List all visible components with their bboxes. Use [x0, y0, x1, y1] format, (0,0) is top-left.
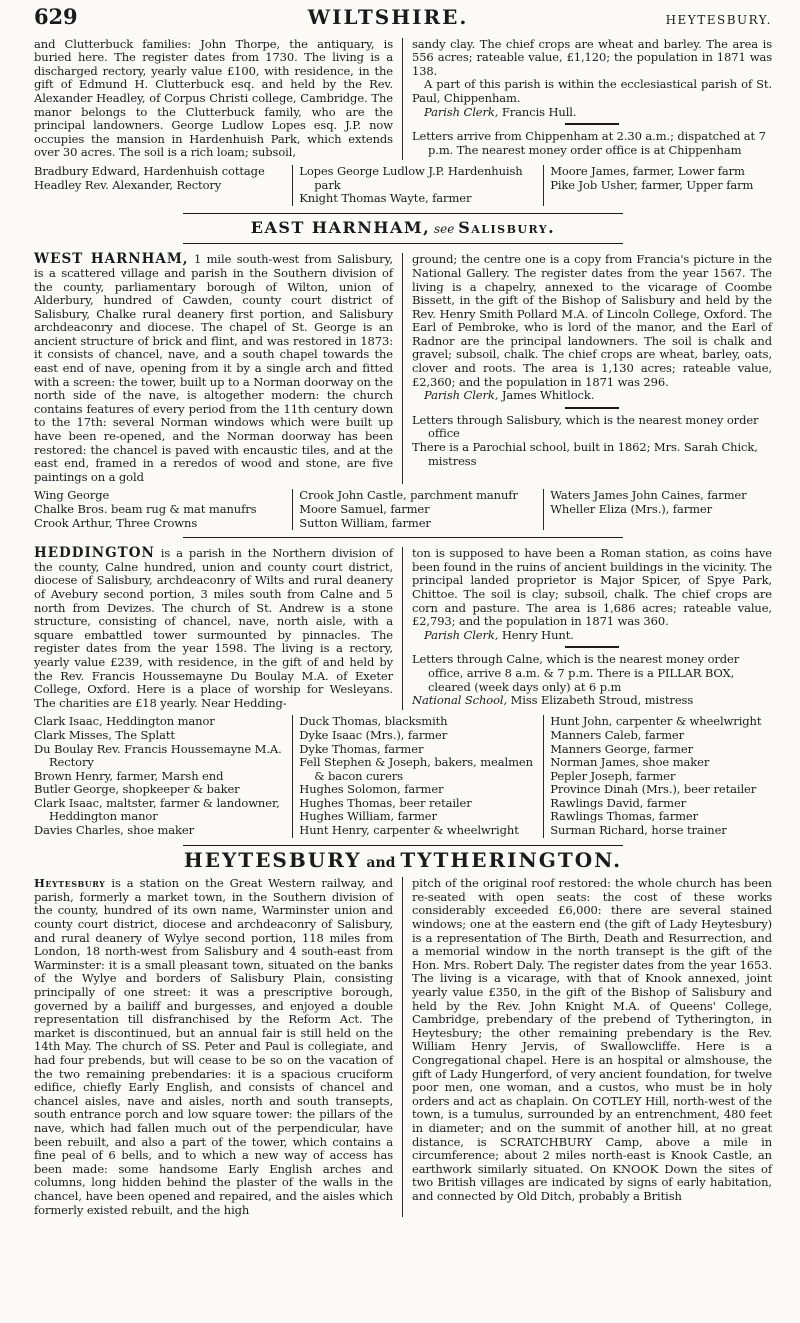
directory-entry: Province Dinah (Mrs.), beer retailer	[550, 782, 757, 797]
letters-note: Letters arrive from Chippenham at 2.30 a.m.; dispatched at 7 p.m. The nearest money order office is at Chippenham	[412, 129, 766, 157]
directory-entry: Du Boulay Rev. Francis Houssemayne M.A. Rectory	[34, 741, 282, 770]
school-label: National School,	[412, 693, 508, 708]
directory-entry: Pike Job Usher, farmer, Upper farm	[550, 177, 754, 192]
heytesbury-heading	[34, 847, 772, 872]
paragraph-text: is a parish in the Northern division of the county, Calne hundred, union and county court district, diocese of Salisbury, archdeaconry of Wilts and rural deanery of Avebury second portion, 3 miles south from Calne and 5 north from Devizes. The church of St. Andrew is a stone structure, consisting of chancel, nave, north aisle, with a square embattled tower surmounted by pinnacles. The register dates from the year 1598. The living is a rectory, yearly value £239, with residence, in the gift of and held by the Rev. Francis Houssemayne Du Boulay M.A. of Exeter College, Oxford. Here is a place of worship for Wesleyans. The charities are £18 yearly. Near Hedding-	[34, 546, 393, 710]
parish-name-lead: Heytesbury	[34, 876, 106, 891]
directory-entry: Brown Henry, farmer, Marsh end	[34, 768, 224, 783]
directory-entry: Rawlings David, farmer	[550, 795, 687, 810]
article-heytesbury-left-column	[34, 877, 403, 1217]
directory-entry: Dyke Thomas, farmer	[299, 741, 424, 756]
article-west-harnham	[34, 253, 772, 484]
divider-rule	[183, 213, 623, 214]
directory-entry: Pepler Joseph, farmer	[550, 768, 676, 783]
east-harnham-heading	[34, 217, 772, 237]
running-head: HEYTESBURY.	[665, 13, 772, 27]
directory-list-west-harnham	[34, 489, 772, 530]
article-west-harnham-left-column	[34, 253, 403, 484]
article-heytesbury-right-column	[403, 877, 772, 1217]
paragraph: ton is supposed to have been a Roman station, as coins have been found in the ruins of ancient buildings in the vicinity. The principal landed proprietor is Major Spicer, of Spye Park, Chittoe. The soil is clay; subsoil, chalk. The chief crops are corn and pasture. The area is 1,686 acres; rateable value, £2,793; and the population in 1871 was 360.	[412, 546, 772, 629]
directory-entry: Crook Arthur, Three Crowns	[34, 515, 198, 530]
directory-entry: Duck Thomas, blacksmith	[299, 714, 448, 729]
directory-entry: Knight Thomas Wayte, farmer	[299, 191, 472, 206]
directory-entry: Crook John Castle, parchment manufr	[299, 488, 518, 503]
letters-note: Letters through Salisbury, which is the nearest money order office	[412, 412, 759, 441]
article-chippenham	[34, 38, 772, 160]
directory-entry: Headley Rev. Alexander, Rectory	[34, 177, 222, 192]
parish-name-lead: WEST HARNHAM,	[34, 251, 189, 268]
directory-entry: Lopes George Ludlow J.P. Hardenhuish park	[299, 163, 523, 192]
directory-column	[292, 715, 543, 837]
directory-entry: Moore James, farmer, Lower farm	[550, 163, 745, 178]
directory-entry: Hunt Henry, carpenter & wheelwright	[299, 823, 519, 838]
directory-entry: Norman James, shoe maker	[550, 755, 710, 770]
directory-entry: Waters James John Caines, farmer	[550, 488, 747, 503]
paragraph	[34, 877, 393, 1217]
article-chippenham-right-column	[403, 38, 772, 160]
east-harnham-ref: Salisbury.	[458, 217, 556, 237]
directory-entry: Davies Charles, shoe maker	[34, 823, 194, 838]
see-reference: see	[430, 221, 459, 236]
article-heddington-left-column	[34, 547, 403, 710]
article-chippenham-left-column	[34, 38, 403, 160]
parish-clerk-name: Francis Hull.	[498, 104, 577, 119]
parish-clerk-name: James Whitlock.	[498, 388, 595, 403]
school-note	[412, 694, 772, 708]
parish-clerk-label: Parish Clerk,	[424, 104, 499, 119]
directory-list-chippenham	[34, 165, 772, 206]
directory-entry: Wheller Eliza (Mrs.), farmer	[550, 502, 713, 516]
directory-entry: Dyke Isaac (Mrs.), farmer	[299, 727, 448, 742]
directory-entry: Bradbury Edward, Hardenhuish cottage	[34, 163, 265, 178]
directory-entry: Wing George	[34, 488, 110, 503]
paragraph	[34, 253, 393, 484]
county-title: WILTSHIRE.	[307, 5, 469, 29]
directory-entry: Butler George, shopkeeper & baker	[34, 782, 240, 797]
directory-column	[34, 165, 292, 206]
directory-entry: Clark Misses, The Splatt	[34, 727, 175, 742]
heytesbury-heading-part1: HEYTESBURY	[183, 847, 362, 872]
paragraph: ground; the centre one is a copy from Francia's picture in the National Gallery. The register dates from the year 1567. The living is a chapelry, annexed to the vicarage of Coombe Bissett, in the gift of the Bishop of Salisbury and held by the Rev. Henry Smith Pollard M.A. of Lincoln College, Oxford. The Earl of Pembroke, who is lord of the manor, and the Earl of Radnor are the principal landowners. The soil is chalk and gravel; subsoil, chalk. The chief crops are wheat, barley, oats, clover and roots. The area is 1,130 acres; rateable value, £2,360; and the population in 1871 was 296.	[412, 252, 772, 389]
section-dash	[565, 646, 619, 648]
paragraph	[34, 547, 393, 710]
directory-entry: Hughes Solomon, farmer	[299, 782, 444, 797]
divider-rule	[183, 243, 623, 244]
school-text: Miss Elizabeth Stroud, mistress	[507, 693, 694, 708]
directory-column	[34, 489, 292, 530]
directory-entry: Surman Richard, horse trainer	[550, 823, 727, 838]
parish-clerk-line	[412, 389, 772, 403]
directory-entry: Clark Isaac, Heddington manor	[34, 714, 215, 729]
directory-entry: Manners Caleb, farmer	[550, 727, 685, 742]
article-heytesbury	[34, 877, 772, 1217]
directory-entry: Chalke Bros. beam rug & mat manufrs	[34, 502, 257, 516]
directory-column	[543, 489, 772, 530]
directory-entry: Fell Stephen & Joseph, bakers, mealmen & bacon curers	[299, 755, 533, 783]
parish-clerk-label: Parish Clerk,	[424, 388, 499, 403]
parish-clerk-line	[412, 106, 772, 120]
page-number: 629	[34, 4, 78, 29]
directory-entry: Hunt John, carpenter & wheelwright	[550, 714, 762, 729]
page-header	[34, 4, 772, 29]
directory-entry: Sutton William, farmer	[299, 515, 431, 530]
directory-column	[292, 489, 543, 530]
directory-entry: Clark Isaac, maltster, farmer & landowner, Heddington manor	[34, 795, 280, 824]
paragraph-text: 1 mile south-west from Salisbury, is a scattered village and parish in the Southern division of the county, parliamentary borough of Wilton, union of Alderbury, hundred of Cawden, county court district of Salisbury, Chalke rural deanery first portion, and Salisbury archdeaconry and diocese. The chapel of St. George is an ancient structure of brick and flint, and was restored in 1873: it consists of chancel, nave, and a south chapel towards the east end of nave, opening from it by a single arch and fitted with a screen: the tower, built up to a Norman doorway on the north side of the nave, is altogether modern: the church contains features of every period from the 11th century down to the 17th: several Norman windows which were built up have been re-opened, and the Norman doorway has been restored: the chancel is paved with encaustic tiles, and at the east end, framed in a reredos of wood and stone, are five paintings on a gold	[34, 252, 393, 484]
directory-column	[543, 715, 772, 837]
article-heddington	[34, 547, 772, 710]
directory-entry: Moore Samuel, farmer	[299, 502, 430, 516]
section-dash	[565, 123, 619, 125]
parish-name-lead: HEDDINGTON	[34, 545, 155, 562]
school-note: There is a Parochial school, built in 1862; Mrs. Sarah Chick, mistress	[412, 440, 758, 468]
heytesbury-heading-and: and	[361, 854, 401, 871]
letters-note: Letters through Calne, which is the nearest money order office, arrive 8 a.m. & 7 p.m. There is a PILLAR BOX, cleared (week days only) at 6 p.m	[412, 652, 740, 694]
parish-clerk-name: Henry Hunt.	[498, 627, 574, 642]
section-dash	[565, 407, 619, 409]
directory-column	[292, 165, 543, 206]
directory-column	[543, 165, 772, 206]
article-west-harnham-right-column	[403, 253, 772, 484]
directory-entry: Hughes William, farmer	[299, 809, 437, 824]
paragraph: sandy clay. The chief crops are wheat and barley. The area is 556 acres; rateable value, £1,120; the population in 1871 was 138.	[412, 36, 772, 78]
paragraph: pitch of the original roof restored: the whole church has been re-seated with open seats: the cost of these works considerably exceeded £6,000: there are several stained windows; one at the eastern end (the gift of Lady Heytesbury) is a representation of The Birth, Death and Resurrection, and a memorial window in the north transept is the gift of the Hon. Mrs. Robert Daly. The register dates from the year 1653. The living is a vicarage, with that of Knook annexed, joint yearly value £350, in the gift of the Bishop of Salisbury and held by the Rev. John Knight M.A. of Queens' College, Cambridge, prebendary of the prebend of Tytherington, in Heytesbury; the other remaining prebendary is the Rev. William Henry Jervis, of Swallowcliffe. Here is a Congregational chapel. Here is an hospital or almshouse, the gift of Lady Hungerford, of very ancient foundation, for twelve poor men, one woman, and a custos, who must be in holy orders and act as chaplain. On COTLEY Hill, north-west of the town, is a tumulus, surrounded by an entrenchment, 480 feet in diameter; and on the summit of another hill, at no great distance, is SCRATCHBURY Camp, above a mile in circumference; about 2 miles north-east is Knook Castle, an earthwork similarly situated. On KNOOK Down the sites of two British villages are indicated by signs of early habitation, and connected by Old Ditch, probably a British	[412, 876, 772, 1203]
directory-column	[34, 715, 292, 837]
paragraph-text: is a station on the Great Western railway, and parish, formerly a market town, in the Southern division of the county, hundred of its own name, Warminster union and county court district, diocese and archdeaconry of Salisbury, and rural deanery of Wylye second portion, 118 miles from London, 18 north-west from Salisbury and 4 south-east from Warminster: it is a small pleasant town, situated on the banks of the Wylye and borders of Salisbury Plain, consisting principally of one street: it was a prescriptive borough, governed by a bailiff and burgesses, and enjoyed a double representation till disfranchised by the Reform Act. The market is discontinued, but an annual fair is still held on the 14th May. The church of SS. Peter and Paul is collegiate, and had four prebends, but will cease to be so on the vacation of the two remaining prebendaries: it is a spacious cruciform edifice, chiefly Early English, and consists of chancel and chancel aisles, nave and aisles, north and south transepts, south entrance porch and low square tower: the pillars of the nave, which had fallen much out of the perpendicular, have been rebuilt, and also a part of the tower, which contains a fine peal of 6 bells, and to which a new way of access has been made: some handsome Early English arches and columns, long hidden behind the plaster of the walls in the chancel, have been opened and repaired, and the aisles which formerly existed rebuilt, and the high	[34, 876, 393, 1217]
directory-entry: Rawlings Thomas, farmer	[550, 809, 698, 824]
directory-entry: Manners George, farmer	[550, 741, 694, 756]
heytesbury-heading-part2: TYTHERINGTON.	[400, 847, 623, 872]
parish-clerk-label: Parish Clerk,	[424, 627, 499, 642]
paragraph: A part of this parish is within the ecclesiastical parish of St. Paul, Chippenham.	[412, 77, 772, 105]
article-heddington-right-column	[403, 547, 772, 710]
directory-list-heddington	[34, 715, 772, 837]
divider-rule	[183, 845, 623, 846]
parish-clerk-line	[412, 629, 772, 643]
paragraph: and Clutterbuck families: John Thorpe, the antiquary, is buried here. The register dates from 1730. The living is a discharged rectory, yearly value £100, with residence, in the gift of Edmund H. Clutterbuck esq. and held by the Rev. Alexander Headley, of Corpus Christi college, Cambridge. The manor belongs to the Clutterbuck family, who are the principal landowners. George Ludlow Lopes esq. J.P. now occupies the mansion in Hardenhuish Park, which extends over 30 acres. The soil is a rich loam; subsoil,	[34, 36, 393, 160]
directory-entry: Hughes Thomas, beer retailer	[299, 795, 472, 810]
divider-rule	[183, 537, 623, 538]
east-harnham-name: EAST HARNHAM,	[250, 217, 431, 237]
